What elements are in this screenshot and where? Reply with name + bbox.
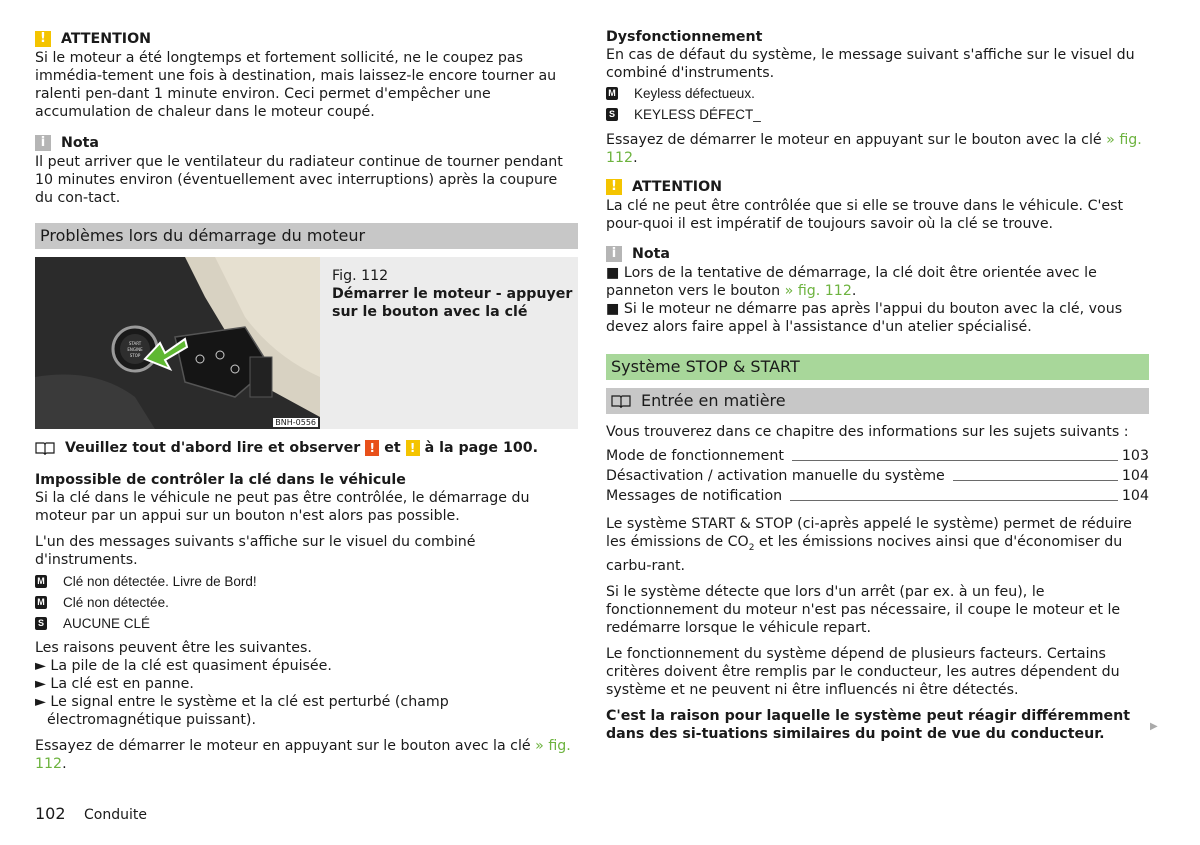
display-type-badge: S: [35, 617, 47, 630]
message-text: Clé non détectée. Livre de Bord!: [63, 573, 257, 589]
toc-label: Désactivation / activation manuelle du système: [606, 468, 945, 484]
paragraph-text: et les émissions nocives ainsi que d'économiser du carbu-rant.: [606, 534, 1123, 574]
reasons-intro: Les raisons peuvent être les suivantes.: [35, 640, 312, 656]
book-icon: [611, 394, 631, 408]
toc-entry[interactable]: [606, 465, 1149, 485]
display-type-badge: M: [35, 596, 47, 609]
toc-entry[interactable]: [606, 485, 1149, 505]
note-item: ■ Si le moteur ne démarre pas après l'appui du bouton avec la clé, vous devez alors faire appel à l'assistance d'un atelier spécialisé.: [606, 301, 1123, 335]
try-start-text: [35, 737, 578, 773]
note-heading: [35, 133, 578, 153]
paragraph: [606, 515, 1149, 575]
message-text: AUCUNE CLÉ: [63, 615, 151, 631]
fig-112-link[interactable]: » fig. 112: [606, 132, 1142, 166]
try-start-sentence: Essayez de démarrer le moteur en appuyant sur le bouton avec la clé: [606, 132, 1102, 148]
left-column: [35, 26, 578, 773]
warning-icon: !: [406, 440, 420, 456]
toc-leader: [790, 500, 1118, 501]
toc-entry[interactable]: [606, 445, 1149, 465]
page-number: 102: [35, 804, 66, 823]
try-start-text: [606, 131, 1149, 167]
note-title: Nota: [61, 135, 99, 151]
engine-button-label: START: [128, 341, 142, 346]
message-list: [606, 83, 1149, 125]
paragraph: Si le système détecte que lors d'un arrêt (par ex. à un feu), le fonctionnement du moteur n'est pas nécessaire, il coupe le moteur et le redémarre lorsque le véhicule repart.: [606, 583, 1121, 636]
toc-leader: [953, 480, 1118, 481]
section-title: Problèmes lors du démarrage du moteur: [35, 223, 578, 249]
subscript: 2: [748, 542, 755, 553]
svg-text:STOP: STOP: [129, 353, 141, 358]
attention-text: Si le moteur a été longtemps et fortement sollicité, ne le coupez pas immédia-tement une fois à destination, mais laissez-le encore tourner au ralenti pen-dant 1 minute environ. Ceci permet d'empêcher une accumulation de chaleur dans le moteur coupé.: [35, 50, 557, 120]
figure-112: [35, 257, 578, 429]
attention-title: ATTENTION: [61, 31, 152, 47]
paragraph-text: Le système START & STOP (ci-après appelé le système) permet de réduire les émissions de CO: [606, 516, 1132, 550]
note-item: [606, 264, 1149, 300]
message-item: [35, 613, 578, 634]
dysfunction-title: Dysfonctionnement: [606, 29, 763, 45]
reason-item: ► La clé est en panne.: [35, 676, 194, 692]
message-list: [35, 571, 578, 634]
paragraph: Si la clé dans le véhicule ne peut pas être contrôlée, le démarrage du moteur par un appui sur un bouton n'est alors pas possible.: [35, 490, 530, 524]
figure-code: BNH-0556: [275, 418, 316, 427]
read-first-middle: et: [384, 440, 401, 456]
green-section-title: Système STOP & START: [606, 354, 1149, 380]
danger-icon: !: [365, 440, 379, 456]
read-first-prefix: Veuillez tout d'abord lire et observer: [65, 440, 361, 456]
sentence-end: .: [62, 756, 67, 772]
message-text: KEYLESS DÉFECT_: [634, 106, 761, 122]
warning-icon: !: [606, 179, 622, 195]
fig-112-link[interactable]: » fig. 112: [35, 738, 571, 772]
intro-title: Entrée en matière: [641, 391, 786, 410]
note-item-text: ■ Lors de la tentative de démarrage, la clé doit être orientée avec le panneton vers le bouton: [606, 265, 1097, 299]
info-icon: i: [606, 246, 622, 262]
display-type-badge: S: [606, 108, 618, 121]
right-column: [606, 28, 1149, 743]
display-type-badge: M: [35, 575, 47, 588]
sentence-end: .: [633, 150, 638, 166]
reason-item: ► Le signal entre le système et la clé est perturbé (champ électromagnétique puissant).: [35, 694, 449, 728]
page-footer: [35, 805, 147, 824]
warning-icon: !: [35, 31, 51, 47]
attention-heading: [606, 177, 1149, 197]
toc-page: 103: [1121, 448, 1149, 464]
intro-section-title: [606, 388, 1149, 414]
svg-text:ENGINE: ENGINE: [127, 347, 143, 352]
dysfunction-text: En cas de défaut du système, le message suivant s'affiche sur le visuel du combiné d'instruments.: [606, 47, 1135, 81]
reason-item: ► La pile de la clé est quasiment épuisée.: [35, 658, 332, 674]
paragraph: Le fonctionnement du système dépend de plusieurs facteurs. Certains critères doivent être remplis par le conducteur, les autres dépendent du système et ne peuvent ni être influencés ni être détectés.: [606, 645, 1120, 698]
fig-112-link[interactable]: » fig. 112: [784, 283, 852, 299]
key-start-illustration: [35, 257, 320, 429]
figure-caption-text: Démarrer le moteur - appuyer sur le bouton avec la clé: [332, 286, 573, 320]
toc-page: 104: [1121, 488, 1149, 504]
attention-text: La clé ne peut être contrôlée que si elle se trouve dans le véhicule. C'est pour-quoi il est impératif de toujours savoir où la clé se trouve.: [606, 198, 1124, 232]
attention-heading: [35, 29, 578, 49]
paragraph: L'un des messages suivants s'affiche sur le visuel du combiné d'instruments.: [35, 534, 476, 568]
info-icon: i: [35, 135, 51, 151]
message-item: [35, 592, 578, 613]
note-text: Il peut arriver que le ventilateur du radiateur continue de tourner pendant 10 minutes environ (éventuellement avec interruptions) après la coupure du con-tact.: [35, 154, 563, 206]
continue-arrow-icon: ▶: [1150, 721, 1158, 732]
read-first-suffix: à la page 100.: [424, 440, 538, 456]
figure-number: Fig. 112: [332, 268, 389, 284]
message-text: Keyless défectueux.: [634, 85, 755, 101]
message-text: Clé non détectée.: [63, 594, 169, 610]
intro-text: Vous trouverez dans ce chapitre des informations sur les sujets suivants :: [606, 424, 1129, 440]
toc-label: Messages de notification: [606, 488, 783, 504]
toc-list: [606, 445, 1149, 505]
attention-title: ATTENTION: [632, 179, 723, 195]
book-icon: [35, 441, 55, 455]
toc-label: Mode de fonctionnement: [606, 448, 784, 464]
sentence-end: .: [851, 283, 857, 299]
try-start-sentence: Essayez de démarrer le moteur en appuyant sur le bouton avec la clé: [35, 738, 531, 754]
paragraph-bold: C'est la raison pour laquelle le système peut réagir différemment dans des si-tuations similaires du point de vue du conducteur.: [606, 707, 1131, 742]
message-item: [606, 104, 1149, 125]
read-first-line: [35, 439, 578, 457]
footer-section: Conduite: [84, 807, 147, 823]
message-item: [35, 571, 578, 592]
toc-leader: [792, 460, 1118, 461]
message-item: [606, 83, 1149, 104]
note-heading: [606, 244, 1149, 264]
display-type-badge: M: [606, 87, 618, 100]
toc-page: 104: [1121, 468, 1149, 484]
subheading: Impossible de contrôler la clé dans le véhicule: [35, 472, 406, 488]
note-title: Nota: [632, 246, 670, 262]
figure-caption: [320, 257, 578, 429]
figure-image: [35, 257, 320, 429]
